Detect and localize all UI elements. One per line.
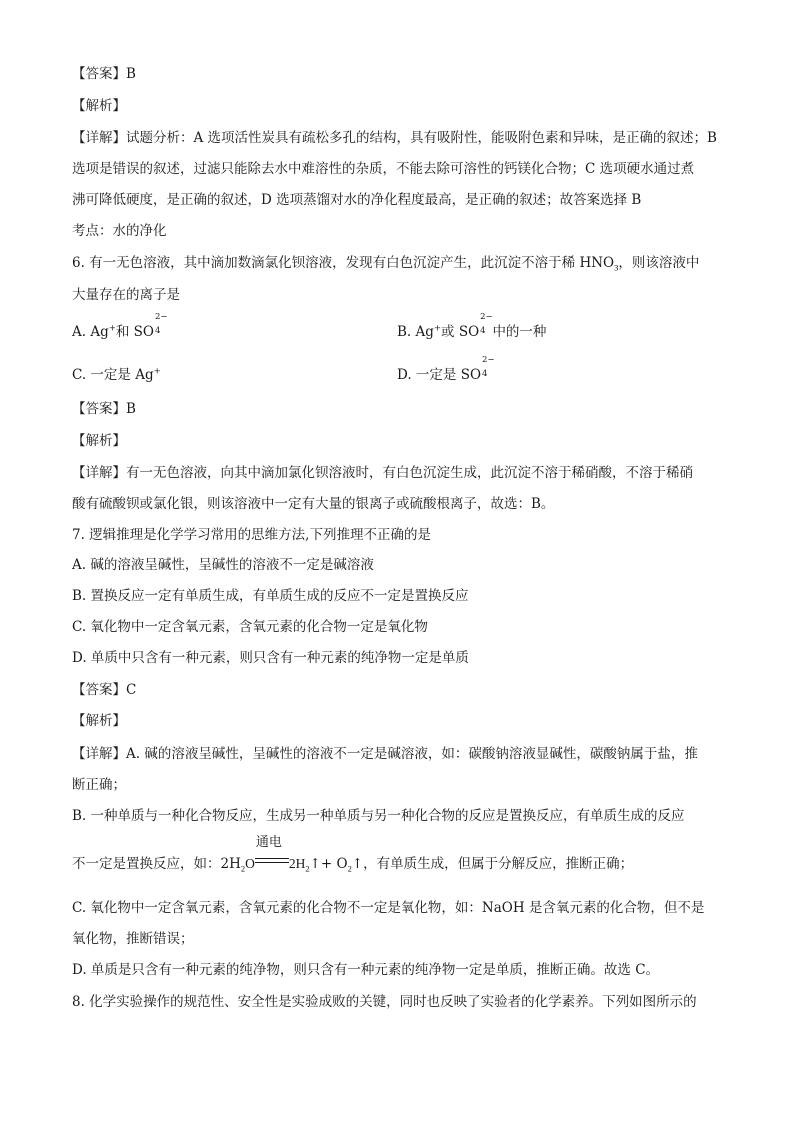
q6-option-c-text: C. 一定是 Ag bbox=[72, 367, 154, 383]
q6-option-c-charge: + bbox=[153, 366, 161, 377]
q6-answer: 【答案】B bbox=[72, 401, 136, 417]
q7-option-a: A. 碱的溶液呈碱性，呈碱性的溶液不一定是碱溶液 bbox=[72, 557, 374, 573]
formula-hydrogen: 2H bbox=[288, 856, 306, 871]
q6-option-a bbox=[72, 312, 168, 342]
q7-detail-c-line-1: C. 氧化物中一定含氧元素，含氧元素的化合物不一定是氧化物，如：NaOH 是含氧元素的化合物，但不是 bbox=[72, 900, 705, 916]
q8-stem: 8. 化学实验操作的规范性、安全性是实验成败的关键，同时也反映了实验者的化学素养。下列如图所示的 bbox=[72, 994, 697, 1010]
ion-subscript: 4 bbox=[154, 326, 161, 336]
q7-detail-b-line-2 bbox=[72, 835, 634, 874]
q6-stem-text: 6. 有一无色溶液，其中滴加数滴氯化钡溶液，发现有白色沉淀产生，此沉淀不溶于稀 HNO bbox=[72, 255, 615, 271]
q5-analysis-label: 【解析】 bbox=[72, 98, 126, 114]
ion-subscript: 4 bbox=[482, 369, 488, 379]
q7-option-c: C. 氧化物中一定含氧元素，含氧元素的化合物一定是氧化物 bbox=[72, 619, 428, 635]
ion-charge: 2− bbox=[154, 312, 168, 322]
sulfate-ion-notation bbox=[154, 312, 168, 336]
sulfate-ion-notation bbox=[481, 355, 495, 379]
q5-detail-line-1: 【详解】试题分析：A 选项活性炭具有疏松多孔的结构，具有吸附性，能吸附色素和异味，是正确的叙述；B bbox=[72, 130, 717, 146]
formula-mid: ↑+ O bbox=[309, 856, 348, 872]
sulfate-ion-notation bbox=[479, 312, 493, 336]
q7-detail-d: D. 单质是只含有一种元素的纯净物，则只含有一种元素的纯净物一定是单质，推断正确。故选 C。 bbox=[72, 962, 660, 978]
q6-option-d-text: D. 一定是 SO bbox=[397, 367, 482, 383]
q6-detail-line-1: 【详解】有一无色溶液，向其中滴加氯化钡溶液时，有白色沉淀生成，此沉淀不溶于稀硝酸，不溶于稀硝 bbox=[72, 465, 693, 481]
q6-option-b bbox=[397, 312, 547, 342]
reaction-condition: 通电 bbox=[255, 835, 282, 850]
formula-subscript: 2 bbox=[305, 863, 310, 874]
q5-answer: 【答案】B bbox=[72, 66, 136, 82]
q5-detail-line-3: 沸可降低硬度，是正确的叙述，D 选项蒸馏对水的净化程度最高，是正确的叙述；故答案选择 B bbox=[72, 192, 642, 208]
q7-option-d: D. 单质中只含有一种元素，则只含有一种元素的纯净物一定是单质 bbox=[72, 650, 469, 666]
q5-detail-line-2: 选项是错误的叙述，过滤只能除去水中难溶性的杂质，不能去除可溶性的钙镁化合物；C 选项硬水通过煮 bbox=[72, 161, 695, 177]
q6-detail-line-2: 酸有硫酸钡或氯化银，则该溶液中一定有大量的银离子或硫酸根离子，故选：B。 bbox=[72, 496, 555, 512]
q7-detail-a-line-2: 断正确； bbox=[72, 777, 126, 793]
q7-answer: 【答案】C bbox=[72, 682, 137, 698]
ion-charge: 2− bbox=[482, 355, 495, 365]
q6-option-b-mid: 或 SO bbox=[441, 324, 480, 340]
q6-option-b-text: B. Ag bbox=[397, 324, 434, 340]
q5-kaodian: 考点：水的净化 bbox=[72, 223, 167, 239]
q7-detail-a-line-1: 【详解】A. 碱的溶液呈碱性，呈碱性的溶液不一定是碱溶液，如：碳酸钠溶液显碱性，碳酸钠属于盐，推 bbox=[72, 746, 698, 762]
q6-stem-subscript: 3 bbox=[614, 262, 619, 273]
q7-analysis-label: 【解析】 bbox=[72, 713, 126, 729]
q7-detail-b-line-1: B. 一种单质与一种化合物反应，生成另一种单质与另一种化合物的反应是置换反应，有单质生成的反应 bbox=[72, 808, 685, 824]
formula-subscript: 2 bbox=[347, 863, 352, 874]
ion-subscript: 4 bbox=[480, 326, 486, 336]
q6-option-a-text: A. Ag bbox=[72, 324, 109, 340]
q7-stem: 7. 逻辑推理是化学学习常用的思维方法,下列推理不正确的是 bbox=[72, 527, 431, 543]
q6-option-c bbox=[72, 365, 161, 385]
formula-subscript: 2 bbox=[240, 863, 246, 874]
q7-detail-c-line-2: 氧化物，推断错误； bbox=[72, 931, 194, 947]
reaction-arrow bbox=[255, 835, 289, 868]
q6-option-a-charge: + bbox=[108, 323, 116, 334]
q6-option-a-mid: 和 SO bbox=[115, 324, 154, 340]
q6-stem-text-end: ，则该溶液中 bbox=[618, 255, 700, 271]
ion-charge: 2− bbox=[480, 312, 493, 322]
equals-bar bbox=[255, 858, 289, 863]
q7-detail-b-end: ↑，有单质生成，但属于分解反应，推断正确； bbox=[351, 856, 634, 872]
q7-option-b: B. 置换反应一定有单质生成，有单质生成的反应不一定是置换反应 bbox=[72, 588, 469, 604]
q6-stem-line-2: 大量存在的离子是 bbox=[72, 287, 180, 303]
q6-option-d bbox=[397, 355, 495, 385]
q6-stem-line-1 bbox=[72, 253, 699, 273]
q7-detail-b-text: 不一定是置换反应，如：2H bbox=[72, 856, 241, 872]
q6-analysis-label: 【解析】 bbox=[72, 433, 126, 449]
q6-option-b-end: 中的一种 bbox=[492, 324, 547, 340]
q6-option-b-charge: + bbox=[433, 323, 442, 334]
formula-oxygen: O bbox=[245, 856, 255, 871]
